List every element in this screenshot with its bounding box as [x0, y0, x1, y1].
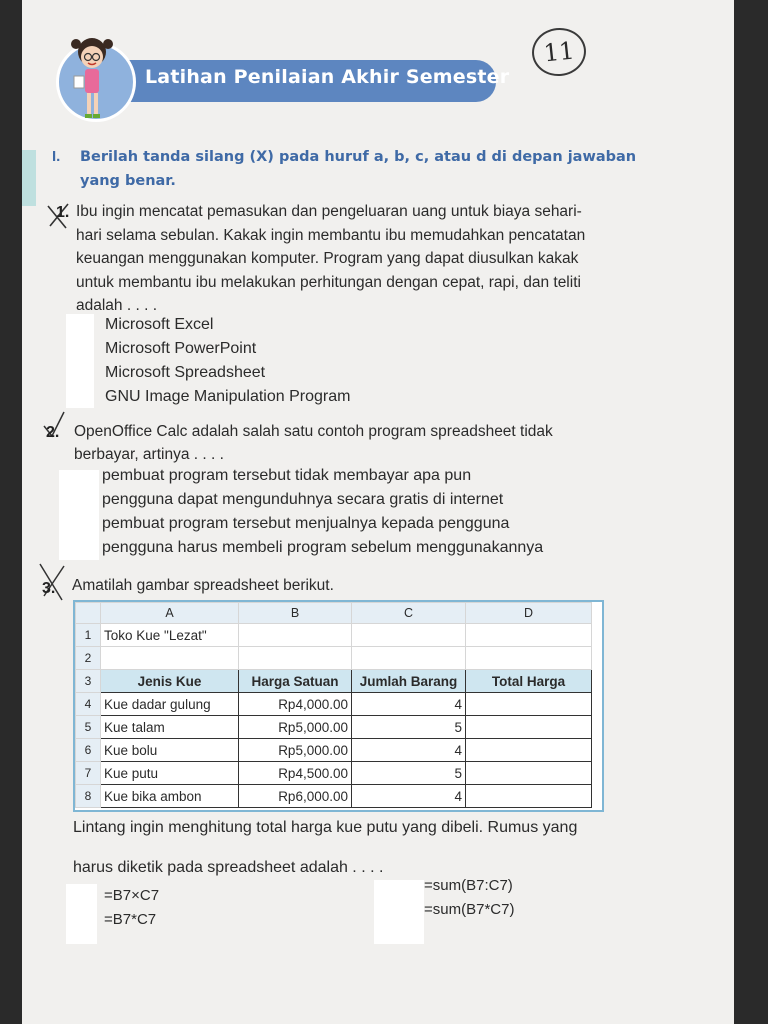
- question-2-option[interactable]: pengguna dapat mengunduhnya secara gratis di internet: [102, 491, 504, 508]
- question-1-line: hari selama sebulan. Kakak ingin membantu ibu memudahkan pencatatan: [76, 227, 586, 244]
- question-3-option[interactable]: =B7×C7: [104, 887, 160, 904]
- question-2-number: 2.: [46, 424, 60, 441]
- question-3-line: harus diketik pada spreadsheet adalah . . . .: [73, 859, 384, 876]
- cell-qty: 4: [352, 785, 466, 808]
- question-1-option[interactable]: Microsoft Excel: [105, 316, 214, 333]
- cell-qty: 4: [352, 739, 466, 762]
- question-3-option[interactable]: =sum(B7*C7): [424, 901, 515, 918]
- question-2-option[interactable]: pengguna harus membeli program sebelum menggunakannya: [102, 539, 544, 556]
- spreadsheet-table: [75, 602, 592, 808]
- cell-total: [466, 693, 592, 716]
- cell-price: Rp5,000.00: [239, 739, 352, 762]
- row-number: 6: [76, 739, 101, 762]
- table-row: [76, 647, 592, 670]
- cell-name: Kue bika ambon: [101, 785, 239, 808]
- header-cell: Harga Satuan: [239, 670, 352, 693]
- row-number: 2: [76, 647, 101, 670]
- cell-qty: 5: [352, 762, 466, 785]
- cell-price: Rp5,000.00: [239, 716, 352, 739]
- column-header-row: [76, 603, 592, 624]
- answer-letters-mask: [59, 470, 99, 560]
- cell-qty: 4: [352, 693, 466, 716]
- question-1-line: Ibu ingin mencatat pemasukan dan pengeluaran uang untuk biaya sehari-: [76, 203, 582, 220]
- question-1-line: keuangan menggunakan komputer. Program yang dapat diusulkan kakak: [76, 250, 579, 267]
- cell-name: Kue dadar gulung: [101, 693, 239, 716]
- side-tab: [22, 150, 36, 206]
- cell-price: Rp4,500.00: [239, 762, 352, 785]
- question-3-option[interactable]: =B7*C7: [104, 911, 157, 928]
- row-number: 4: [76, 693, 101, 716]
- table-row: [76, 739, 592, 762]
- question-3-line: Lintang ingin menghitung total harga kue putu yang dibeli. Rumus yang: [73, 819, 578, 836]
- page-title: Latihan Penilaian Akhir Semester: [145, 66, 510, 88]
- question-1-option[interactable]: GNU Image Manipulation Program: [105, 388, 351, 405]
- question-1-line: adalah . . . .: [76, 297, 157, 314]
- header-cell: Total Harga: [466, 670, 592, 693]
- column-header: C: [352, 603, 466, 624]
- cell-price: Rp4,000.00: [239, 693, 352, 716]
- title-cell: Toko Kue "Lezat": [101, 624, 239, 647]
- cell-total: [466, 762, 592, 785]
- corner-cell: [76, 603, 101, 624]
- table-header-row: [76, 670, 592, 693]
- table-row: [76, 624, 592, 647]
- table-row: [76, 716, 592, 739]
- question-3-number: 3.: [42, 580, 56, 597]
- question-2-line: OpenOffice Calc adalah salah satu contoh program spreadsheet tidak: [74, 423, 553, 440]
- row-number: 7: [76, 762, 101, 785]
- cell-total: [466, 716, 592, 739]
- question-3-option[interactable]: =sum(B7:C7): [424, 877, 513, 894]
- cell-name: Kue talam: [101, 716, 239, 739]
- section-number: I.: [52, 148, 61, 165]
- cell-qty: 5: [352, 716, 466, 739]
- spreadsheet-image: [73, 600, 604, 812]
- row-number: 1: [76, 624, 101, 647]
- row-number: 5: [76, 716, 101, 739]
- cell-name: Kue putu: [101, 762, 239, 785]
- question-2-option[interactable]: pembuat program tersebut tidak membayar apa pun: [102, 467, 472, 484]
- table-row: [76, 693, 592, 716]
- row-number: 8: [76, 785, 101, 808]
- table-row: [76, 762, 592, 785]
- question-1-option[interactable]: Microsoft Spreadsheet: [105, 364, 266, 381]
- girl-mascot-icon: [62, 32, 132, 128]
- question-2-line: berbayar, artinya . . . .: [74, 446, 224, 463]
- column-header: D: [466, 603, 592, 624]
- column-header: A: [101, 603, 239, 624]
- header-cell: Jumlah Barang: [352, 670, 466, 693]
- cell-name: Kue bolu: [101, 739, 239, 762]
- question-3-intro: Amatilah gambar spreadsheet berikut.: [72, 577, 334, 594]
- cell-total: [466, 785, 592, 808]
- column-header: B: [239, 603, 352, 624]
- answer-letters-mask: [66, 884, 97, 944]
- cell-price: Rp6,000.00: [239, 785, 352, 808]
- cell-total: [466, 739, 592, 762]
- table-row: [76, 785, 592, 808]
- answer-letters-mask: [66, 314, 94, 408]
- question-1-number: 1.: [56, 204, 70, 221]
- header-cell: Jenis Kue: [101, 670, 239, 693]
- section-instruction: Berilah tanda silang (X) pada huruf a, b, c, atau d di depan jawaban yang benar.: [80, 149, 637, 189]
- answer-letters-mask: [374, 880, 424, 944]
- handwritten-page-number: 11: [530, 25, 589, 78]
- question-2-option[interactable]: pembuat program tersebut menjualnya kepada pengguna: [102, 515, 510, 532]
- row-number: 3: [76, 670, 101, 693]
- question-1-option[interactable]: Microsoft PowerPoint: [105, 340, 257, 357]
- question-1-line: untuk membantu ibu melakukan perhitungan dengan cepat, rapi, dan teliti: [76, 274, 581, 291]
